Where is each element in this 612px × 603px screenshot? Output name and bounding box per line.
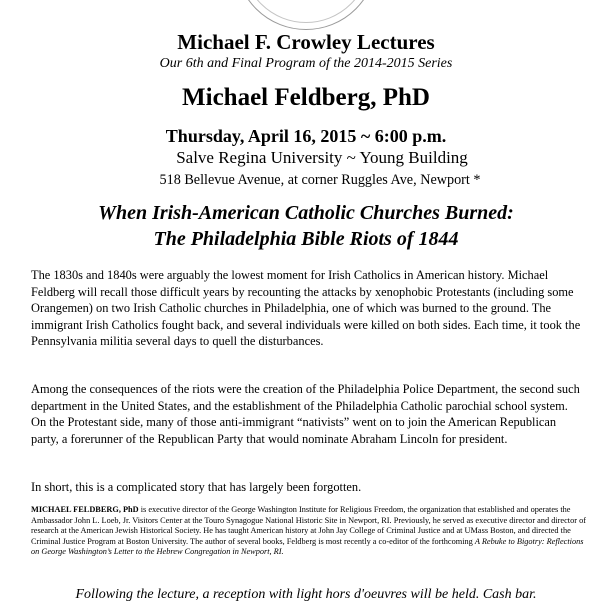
speaker-bio — [31, 505, 591, 558]
bio-text: is executive director of the George Washington Institute for Religious Freedom, the organization that established and operates the Ambassador John L. Loeb, Jr. Visitors Center at the Touro Synagogue National Historic Site in Newport, RI. Previously, he served as executive director and director of research at the American Jewish Historical Society. He has taught American history at John Jay College of Criminal Justice and at UMass Boston, and directed the Criminal Justice Program at Boston University. The author of several books, Feldberg is most recently a co-editor of the forthcoming — [31, 505, 586, 546]
series-title: Michael F. Crowley Lectures — [177, 30, 435, 54]
talk-title-line-2: The Philadelphia Bible Riots of 1844 — [153, 228, 459, 250]
event-venue: Salve Regina University ~ Young Building — [176, 148, 468, 167]
event-date-time: Thursday, April 16, 2015 ~ 6:00 p.m. — [165, 126, 447, 146]
event-address: 518 Bellevue Avenue, at corner Ruggles Ave, Newport * — [159, 172, 481, 188]
body-paragraph-2: Among the consequences of the riots were the creation of the Philadelphia Police Department, the second such department in the United States, and the establishment of the Philadelphia Catholic parochial school system. On the Protestant side, many of those anti-immigrant “nativists” went on to join the American Republican party, a forerunner of the Republican Party that would nominate Abraham Lincoln for president. — [31, 382, 580, 446]
reception-note: Following the lecture, a reception with light hors d'oeuvres will be held. Cash bar. — [75, 587, 537, 602]
body-paragraph-1: The 1830s and 1840s were arguably the lowest moment for Irish Catholics in American history. Michael Feldberg will recall those difficult years by recounting the attacks by xenophobic Protestants (including some Orangemen) on two Irish Catholic churches in Philadelphia, one of which was burned to the ground. The immigrant Irish Catholics fought back, and several individuals were killed on both sides. Each time, it took the Pennsylvania militia several days to quell the disturbances. — [31, 268, 581, 348]
bio-book-title: A Rebuke to Bigotry: Reflections on George Washington’s Letter to the Hebrew Congregation in Newport, RI. — [31, 536, 584, 557]
seal-inner-ring — [242, 0, 370, 23]
talk-title-line-1: When Irish-American Catholic Churches Burned: — [98, 202, 514, 224]
organization-seal — [235, 0, 377, 30]
bio-name: MICHAEL FELDBERG, PhD — [31, 505, 139, 514]
body-paragraph-3: In short, this is a complicated story that has largely been forgotten. — [31, 480, 362, 494]
speaker-name: Michael Feldberg, PhD — [182, 84, 430, 111]
series-subtitle: Our 6th and Final Program of the 2014-2015 Series — [159, 56, 453, 71]
